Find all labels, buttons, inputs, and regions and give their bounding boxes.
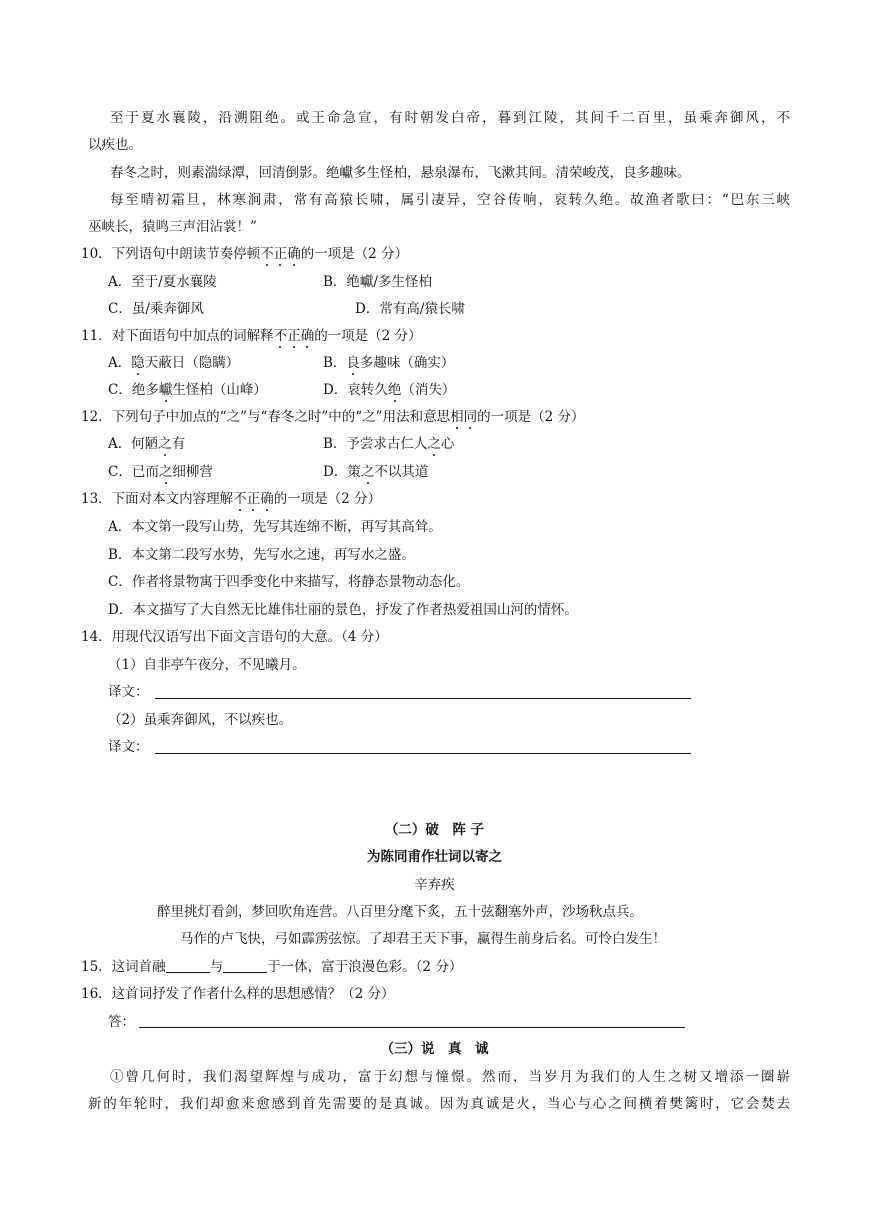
passage-paragraph-2: 春冬之时，则素湍绿潭，回清倒影。绝巘多生怪柏，悬泉瀑布，飞漱其间。清荣峻茂，良多趣味。 [110,165,691,181]
q15-blank-1[interactable] [166,958,210,973]
q12-option-c: C．已而之细柳营 [108,464,213,480]
passage-paragraph-1: 至于夏水襄陵，沿溯阻绝。或王命急宣，有时朝发白帝，暮到江陵，其间千二百里，虽乘奔御风，不 [110,110,790,126]
poem-stanza-1: 醉里挑灯看剑，梦回吹角连营。八百里分麾下炙，五十弦翻塞外声，沙场秋点兵。 [157,904,643,920]
q13-option-a: A．本文第一段写山势，先写其连绵不断，再写其高耸。 [108,519,442,535]
question-14: 14．用现代汉语写出下面文言语句的大意。（4 分） [81,629,388,645]
q10-option-c: C．虽/乘奔御风 [108,301,204,317]
q13-option-c: C．作者将景物寓于四季变化中来描写，将静态景物动态化。 [108,574,470,590]
question-16: 16．这首词抒发了作者什么样的思想感情？（2 分） [81,986,395,1002]
q14-answer-line-1[interactable] [155,698,691,699]
question-13: 13．下面对本文内容理解不正确的一项是（2 分） [81,491,382,507]
q10-option-d: D．常有高/猿长啸 [355,301,465,317]
q15-blank-2[interactable] [223,958,267,973]
q12-option-a: A．何陋之有 [108,436,186,452]
poem-subtitle: 为陈同甫作壮词以寄之 [367,849,502,865]
passage-paragraph-3: 每至晴初霜旦，林寒涧肃，常有高猿长啸，属引凄异，空谷传响，哀转久绝。故渔者歌曰：“巴东三峡 [110,192,790,208]
q16-answer-line[interactable] [139,1027,685,1028]
essay-paragraph-1: ①曾几何时，我们渴望辉煌与成功，富于幻想与憧憬。然而，当岁月为我们的人生之树又增添一圈崭 [110,1069,790,1085]
q13-option-b: B．本文第二段写水势，先写水之速，再写水之盛。 [108,547,415,563]
q12-option-b: B．予尝求古仁人之心 [323,436,455,452]
q14-sentence-2: （2）虽乘奔御风，不以疾也。 [108,712,293,728]
q14-answer-line-2[interactable] [155,753,691,754]
q10-option-a: A．至于/夏水襄陵 [108,274,217,290]
question-10: 10．下列语句中朗读节奏停顿不正确的一项是（2 分） [81,246,409,262]
passage-paragraph-3-cont: 巫峡长，猿鸣三声泪沾裳！” [88,219,257,235]
poem-stanza-2: 马作的卢飞快，弓如霹雳弦惊。了却君王天下事，赢得生前身后名。可怜白发生！ [180,931,666,947]
question-12: 12．下列句子中加点的“之”与“春冬之时”中的“之”用法和意思相同的一项是（2 分） [81,409,585,425]
q14-translation-label-2: 译文： [108,739,149,755]
q14-sentence-1: （1）自非亭午夜分，不见曦月。 [108,657,306,673]
q11-option-b: B．良多趣味（确实） [323,355,455,371]
passage-paragraph-1-cont: 以疾也。 [88,137,142,153]
q14-translation-label-1: 译文： [108,684,149,700]
q12-option-d: D．策之不以其道 [323,464,429,480]
q11-option-c: C．绝多巘生怪柏（山峰） [108,382,267,398]
q16-answer-label: 答： [108,1014,135,1030]
q11-option-a: A．隐天蔽日（隐瞒） [108,355,240,371]
question-11: 11．对下面语句中加点的词解释不正确的一项是（2 分） [81,328,422,344]
essay-paragraph-1-cont: 新的年轮时，我们却愈来愈感到首先需要的是真诚。因为真诚是火，当心与心之间横着樊篱时，它会焚去 [88,1096,790,1112]
question-15: 15．这词首融 与 于一体，富于浪漫色彩。（2 分） [81,959,463,975]
section-3-heading: （三）说 真 诚 [380,1041,489,1057]
q13-option-d: D．本文描写了大自然无比雄伟壮丽的景色，抒发了作者热爱祖国山河的情怀。 [108,602,578,618]
q11-option-d: D．哀转久绝（消失） [323,382,456,398]
poem-author: 辛弃疾 [414,877,455,893]
q10-option-b: B．绝巘/多生怪柏 [323,274,432,290]
section-2-heading: （二）破 阵 子 [384,822,485,838]
